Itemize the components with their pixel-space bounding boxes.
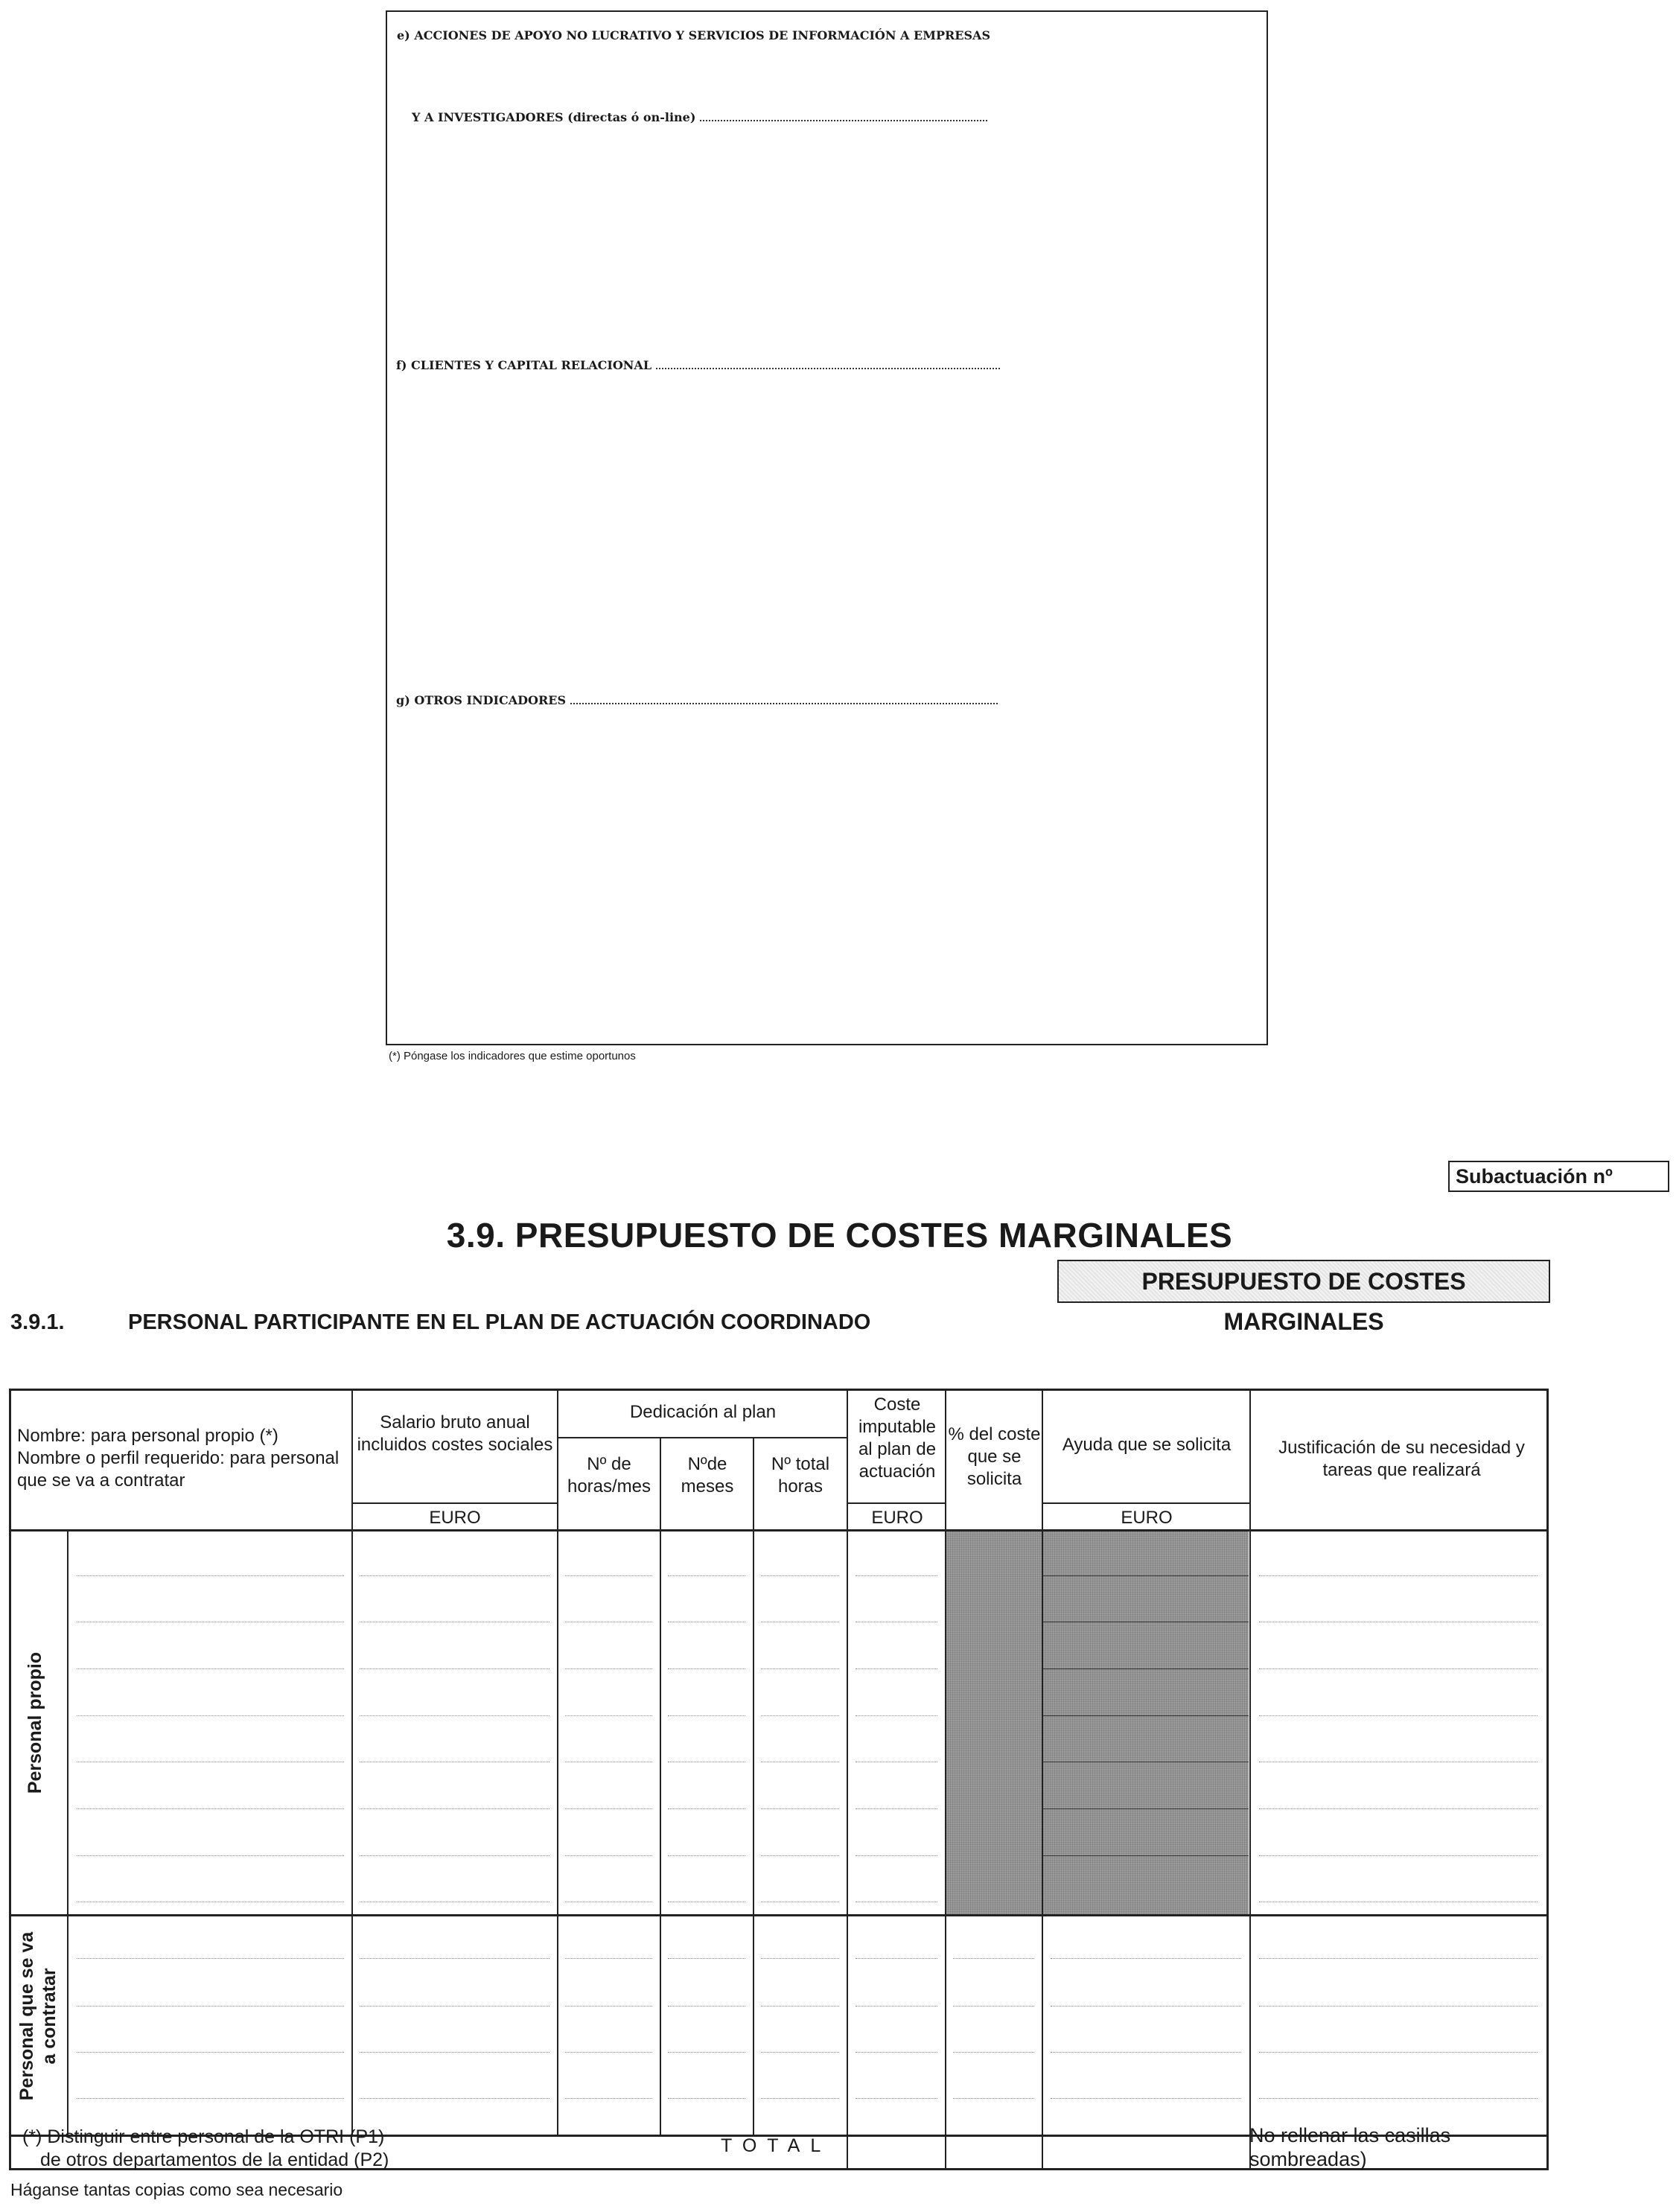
entry-line[interactable] <box>1259 2006 1538 2007</box>
row-divider <box>1042 1502 1249 1504</box>
section-title: PERSONAL PARTICIPANTE EN EL PLAN DE ACTUACIÓN COORDINADO <box>128 1310 871 1334</box>
entry-line[interactable] <box>668 1575 745 1576</box>
entry-line[interactable] <box>761 1668 839 1669</box>
entry-line[interactable] <box>565 1958 652 1959</box>
indicator-e-title: e) ACCIONES DE APOYO NO LUCRATIVO Y SERVICIOS DE INFORMACIÓN A EMPRESAS <box>397 28 990 42</box>
entry-line[interactable] <box>761 1575 839 1576</box>
entry-line[interactable] <box>856 2098 937 2099</box>
entry-line[interactable] <box>1051 2006 1241 2007</box>
fill-dots <box>656 367 1000 369</box>
personnel-table <box>9 1389 1549 2170</box>
footer-note: (*) Distinguir entre personal de la OTRI (P1) de otros departamentos de la entidad (P2) <box>22 2126 389 2171</box>
entry-line[interactable] <box>856 1715 937 1716</box>
entry-line[interactable] <box>856 1958 937 1959</box>
header-porcentaje: % del coste que se solicita <box>948 1424 1041 1489</box>
entry-line[interactable] <box>856 2006 937 2007</box>
entry-line[interactable] <box>360 1855 549 1856</box>
entry-line[interactable] <box>1259 1958 1538 1959</box>
entry-line[interactable] <box>360 1715 549 1716</box>
header-coste-unit: EURO <box>871 1508 923 1528</box>
entry-line[interactable] <box>565 1668 652 1669</box>
entry-line[interactable] <box>1259 2098 1538 2099</box>
entry-line[interactable] <box>856 1808 937 1809</box>
entry-line[interactable] <box>565 2052 652 2053</box>
entry-line[interactable] <box>565 1808 652 1809</box>
entry-line[interactable] <box>761 1958 839 1959</box>
entry-line[interactable] <box>761 2052 839 2053</box>
row-divider <box>1043 1715 1249 1716</box>
col-divider <box>660 1437 661 2135</box>
entry-line[interactable] <box>77 2052 344 2053</box>
entry-line[interactable] <box>761 2006 839 2007</box>
entry-line[interactable] <box>77 2098 344 2099</box>
entry-line[interactable] <box>953 2006 1034 2007</box>
entry-line[interactable] <box>668 2006 745 2007</box>
entry-line[interactable] <box>1051 1958 1241 1959</box>
indicator-e-subtitle: Y A INVESTIGADORES (directas ó on-line) <box>412 110 987 124</box>
total-label: TOTAL <box>721 2135 832 2156</box>
page-title: 3.9. PRESUPUESTO DE COSTES MARGINALES <box>446 1216 1233 1255</box>
entry-line[interactable] <box>77 1575 344 1576</box>
row-divider <box>557 1437 847 1438</box>
entry-line[interactable] <box>1051 2052 1241 2053</box>
entry-line[interactable] <box>360 1808 549 1809</box>
entry-line[interactable] <box>1259 1855 1538 1856</box>
indicators-box <box>386 10 1268 1045</box>
entry-line[interactable] <box>761 2098 839 2099</box>
entry-line[interactable] <box>1259 2052 1538 2053</box>
entry-line[interactable] <box>856 1668 937 1669</box>
fill-dots <box>700 119 987 121</box>
entry-line[interactable] <box>668 1958 745 1959</box>
entry-line[interactable] <box>953 1958 1034 1959</box>
group-label-contratar: Personal que se va a contratar <box>16 1931 60 2101</box>
row-divider <box>1043 1855 1249 1856</box>
entry-line[interactable] <box>668 2098 745 2099</box>
entry-line[interactable] <box>360 1668 549 1669</box>
col-divider <box>1249 1391 1251 2170</box>
header-salario-unit: EURO <box>429 1508 481 1528</box>
entry-line[interactable] <box>1051 2098 1241 2099</box>
subactuacion-label: Subactuación nº <box>1456 1165 1613 1188</box>
entry-line[interactable] <box>77 1668 344 1669</box>
col-divider <box>1042 1391 1043 2170</box>
col-divider <box>753 1437 754 2135</box>
header-salario: Salario bruto anual incluidos costes sociales <box>357 1412 553 1455</box>
entry-line[interactable] <box>761 1808 839 1809</box>
shaded-ayuda-cells <box>1043 1530 1249 1914</box>
entry-line[interactable] <box>77 1715 344 1716</box>
entry-line[interactable] <box>668 2052 745 2053</box>
header-nombre: Nombre: para personal propio (*) Nombre o perfil requerido: para personal que se va a contratar <box>17 1426 340 1491</box>
section-tag: PRESUPUESTO DE COSTES MARGINALES <box>1057 1260 1550 1303</box>
entry-line[interactable] <box>565 1855 652 1856</box>
entry-line[interactable] <box>360 2098 549 2099</box>
entry-line[interactable] <box>668 1808 745 1809</box>
entry-line[interactable] <box>360 1575 549 1576</box>
fill-dots <box>570 702 998 704</box>
entry-line[interactable] <box>1259 1808 1538 1809</box>
entry-line[interactable] <box>565 2006 652 2007</box>
col-divider <box>557 1391 558 2135</box>
col-divider <box>945 1391 946 2170</box>
col-divider <box>67 1530 69 2135</box>
indicator-f-title: f) CLIENTES Y CAPITAL RELACIONAL <box>396 358 1000 372</box>
group-label-propio: Personal propio <box>25 1651 45 1794</box>
entry-line[interactable] <box>360 2006 549 2007</box>
entry-line[interactable] <box>77 1808 344 1809</box>
entry-line[interactable] <box>856 1575 937 1576</box>
header-coste: Coste imputable al plan de actuación <box>858 1395 937 1482</box>
header-justificacion: Justificación de su necesidad y tareas que realizará <box>1278 1438 1525 1480</box>
entry-line[interactable] <box>360 1958 549 1959</box>
header-ayuda: Ayuda que se solicita <box>1062 1435 1232 1455</box>
row-divider <box>351 1502 557 1504</box>
entry-line[interactable] <box>565 2098 652 2099</box>
row-divider <box>1043 1668 1249 1669</box>
header-bottom-line <box>11 1529 1546 1531</box>
entry-line[interactable] <box>565 1575 652 1576</box>
entry-line[interactable] <box>77 2006 344 2007</box>
entry-line[interactable] <box>953 2098 1034 2099</box>
entry-line[interactable] <box>761 1855 839 1856</box>
entry-line[interactable] <box>668 1855 745 1856</box>
entry-line[interactable] <box>668 1715 745 1716</box>
entry-line[interactable] <box>856 1855 937 1856</box>
copies-note: Háganse tantas copias como sea necesario <box>10 2180 343 2199</box>
row-divider <box>1043 1808 1249 1809</box>
entry-line[interactable] <box>77 1855 344 1856</box>
col-divider <box>847 2135 848 2170</box>
row-divider <box>1043 1575 1249 1576</box>
subactuacion-field[interactable] <box>1448 1161 1669 1192</box>
entry-line[interactable] <box>1259 1668 1538 1669</box>
entry-line[interactable] <box>1259 1715 1538 1716</box>
shaded-cells-note: No rellenar las casillas sombreadas) <box>1249 2124 1451 2171</box>
header-ayuda-unit: EURO <box>1121 1508 1173 1528</box>
header-total-horas: Nº total horas <box>771 1454 830 1497</box>
entry-line[interactable] <box>856 2052 937 2053</box>
entry-line[interactable] <box>565 1715 652 1716</box>
entry-line[interactable] <box>360 2052 549 2053</box>
header-horas-mes: Nº de horas/mes <box>567 1454 651 1497</box>
header-meses: Nºde meses <box>681 1454 734 1497</box>
group-divider <box>11 1914 1546 1916</box>
entry-line[interactable] <box>761 1715 839 1716</box>
shaded-percent-cells <box>946 1530 1042 1914</box>
entry-line[interactable] <box>77 1958 344 1959</box>
indicator-g-title: g) OTROS INDICADORES <box>396 693 998 707</box>
entry-line[interactable] <box>953 2052 1034 2053</box>
header-dedicacion: Dedicación al plan <box>629 1402 777 1422</box>
entry-line[interactable] <box>668 1668 745 1669</box>
entry-line[interactable] <box>1259 1575 1538 1576</box>
row-divider <box>847 1502 945 1504</box>
indicators-footnote: (*) Póngase los indicadores que estime oportunos <box>389 1050 636 1062</box>
section-number: 3.9.1. <box>10 1310 65 1334</box>
